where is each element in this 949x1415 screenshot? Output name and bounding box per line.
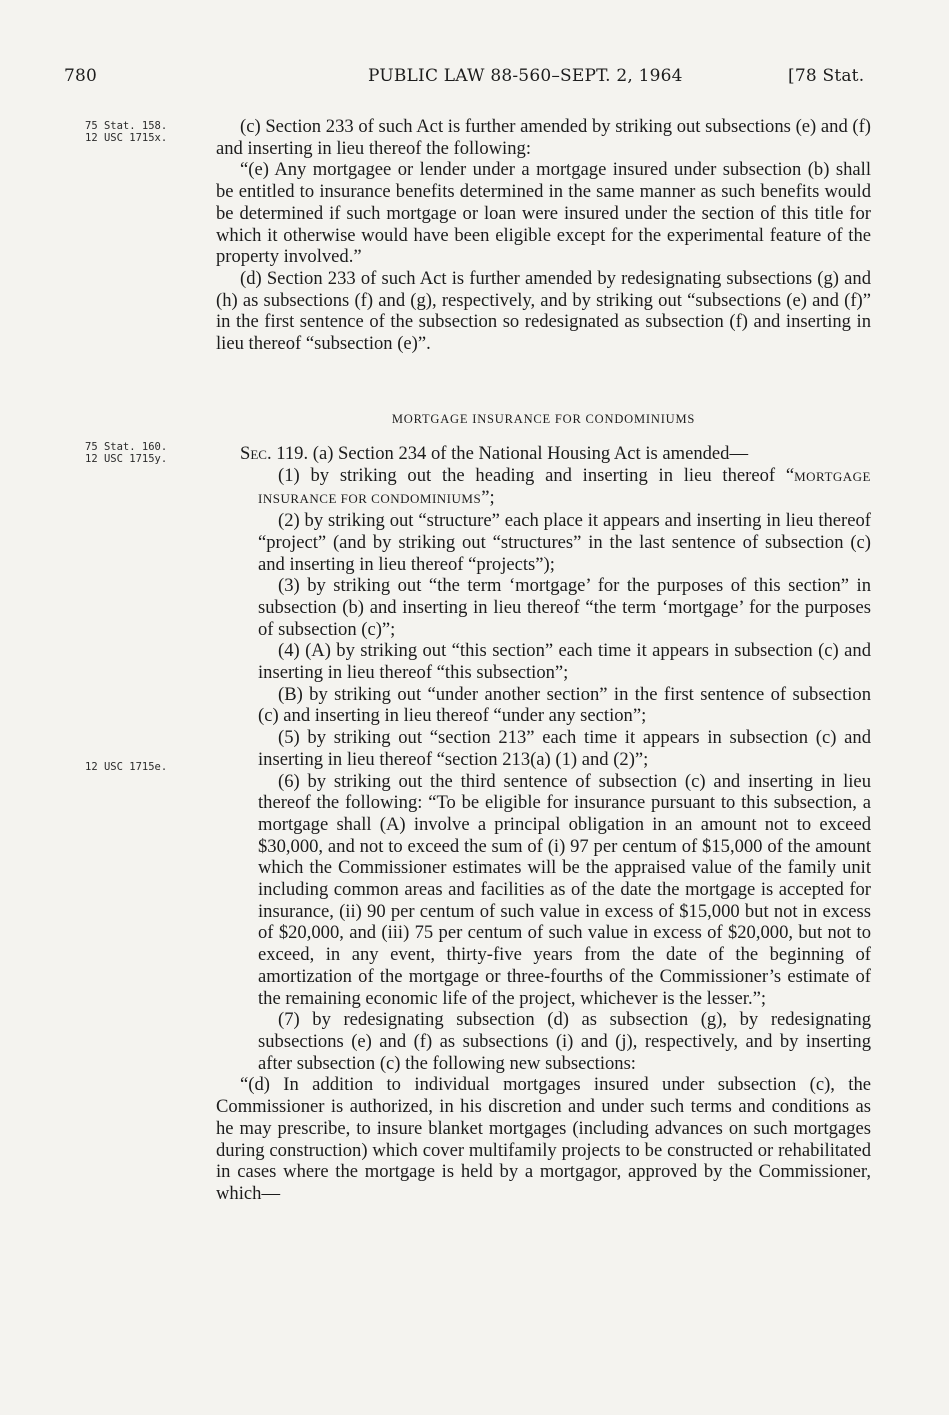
item-text: (1) by striking out the heading and inserting in lieu thereof “ xyxy=(278,464,795,486)
text-block-sec-119 xyxy=(216,443,871,1205)
list-item: (B) by striking out “under another section” in the first sentence of subsection (c) and inserting in lieu thereof “under any section”; xyxy=(258,683,871,727)
list-item: (6) by striking out the third sentence of subsection (c) and inserting in lieu thereof the following: “To be eligible for insurance pursuant to this subsection, a mortgage shall (A) involve a principal obligation in an amount not to exceed $30,000, and not to exceed the sum of (i) 97 per centum of $15,000 of the amount which the Commissioner estimates will be the appraised value of the family unit including common areas and facilities as of the date the mortgage is accepted for insurance, (ii) 90 per centum of such value in excess of $15,000 but not in excess of $20,000, and (iii) 75 per centum of such value in excess of $20,000, but not to exceed, in any event, thirty-five years from the date of the beginning of amortization of the mortgage or three-fourths of the Commissioner’s estimate of the remaining economic life of the project, whichever is the lesser.”; xyxy=(258,770,871,1009)
paragraph: (c) Section 233 of such Act is further amended by striking out subsections (e) and (f) and inserting in lieu thereof the following: xyxy=(216,116,871,159)
sec-intro: 119. (a) Section 234 of the National Housing Act is amended— xyxy=(276,443,749,464)
paragraph: “(d) In addition to individual mortgages insured under subsection (c), the Commissioner is authorized, in his discretion and under such terms and conditions as he may prescribe, to insure blanket mortgages (including advances on such mortgages during construction) which cover multifamily projects to be constructed or rehabilitated in cases where the mortgage is held by a mortgagor, approved by the Commissioner, which— xyxy=(216,1074,871,1204)
page-number: 780 xyxy=(64,66,98,86)
list-item xyxy=(216,465,871,510)
list-item: (7) by redesignating subsection (d) as subsection (g), by redesignating subsections (e) and (f) as subsections (i) and (j), respectively, and by inserting after subsection (c) the following new subsections: xyxy=(258,1009,871,1074)
margin-note: 12 USC 1715e. xyxy=(85,761,168,773)
running-title: PUBLIC LAW 88-560–SEPT. 2, 1964 xyxy=(368,66,683,86)
list-item: (3) by striking out “the term ‘mortgage’ for the purposes of this section” in subsection (b) and inserting in lieu thereof “the term ‘mortgage’ for the purposes of subsection (c)”; xyxy=(258,575,871,640)
list-item: (2) by striking out “structure” each place it appears and inserting in lieu thereof “project” (and by striking out “structures” in the last sentence of subsection (c) and inserting in lieu thereof “projects”); xyxy=(258,510,871,575)
list-item: (5) by striking out “section 213” each time it appears in subsection (c) and inserting in lieu thereof “section 213(a) (1) and (2)”; xyxy=(258,727,871,770)
sec-label: Sec. xyxy=(240,443,272,464)
paragraph: (d) Section 233 of such Act is further amended by redesignating subsections (g) and (h) as subsections (f) and (g), respectively, and by striking out “subsections (e) and (f)” in the first sentence of the subsection so redesignated as subsection (f) and inserting in lieu thereof “subsection (e)”. xyxy=(216,267,871,355)
section-heading: MORTGAGE INSURANCE FOR CONDOMINIUMS xyxy=(391,412,696,426)
item-heading-text: MORTGAGE INSURANCE FOR CONDOMINIUMS xyxy=(258,468,871,507)
margin-note: 75 Stat. 160. 12 USC 1715y. xyxy=(85,441,168,465)
margin-note: 75 Stat. 158. 12 USC 1715x. xyxy=(85,120,168,144)
paragraph: “(e) Any mortgagee or lender under a mortgage insured under subsection (b) shall be entitled to insurance benefits determined in the same manner as such benefits would be determined if such mortgage or loan were insured under the section of this title for which it otherwise would have been eligible except for the experimental feature of the property involved.” xyxy=(216,159,871,268)
text-block-subsections-c-d xyxy=(216,116,871,355)
list-item: (4) (A) by striking out “this section” each time it appears in subsection (c) and inserting in lieu thereof “this subsection”; xyxy=(258,640,871,684)
paragraph xyxy=(216,443,871,465)
item-text: ”; xyxy=(481,487,495,509)
statute-reference: [78 Stat. xyxy=(788,66,865,86)
